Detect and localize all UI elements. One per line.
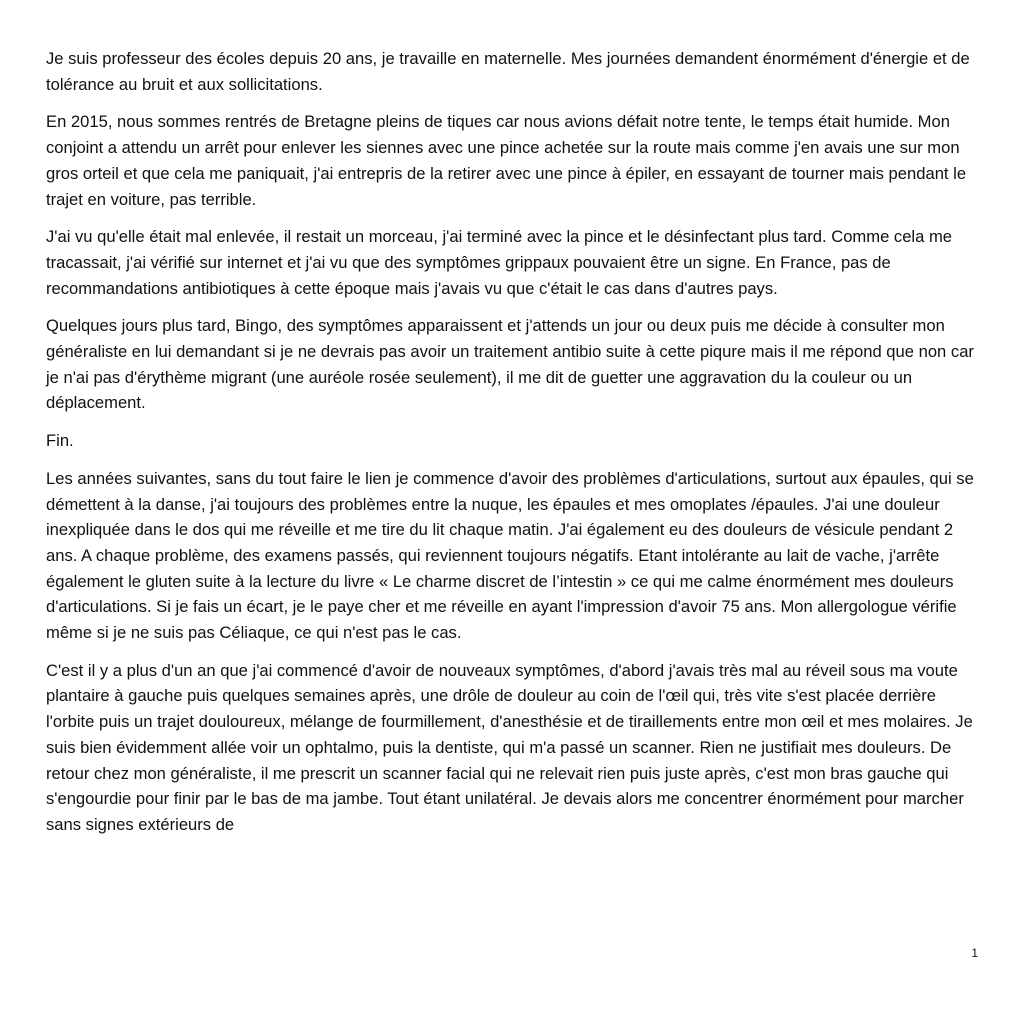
page-number: 1 <box>971 946 978 960</box>
paragraph-6: Les années suivantes, sans du tout faire le lien je commence d'avoir des problèmes d'articulations, surtout aux épaules, qui se démettent à la danse, j'ai toujours des problèmes entre la nuque, les épaules et mes omoplates /épaules. J'ai une douleur inexpliquée dans le dos qui me réveille et me tire du lit chaque matin. J'ai également eu des douleurs de vésicule pendant 2 ans. A chaque problème, des examens passés, qui reviennent toujours négatifs. Etant intolérante au lait de vache, j'arrête également le gluten suite à la lecture du livre « Le charme discret de l’intestin » ce qui me calme énormément mes douleurs d'articulations. Si je fais un écart, je le paye cher et me réveille en ayant l'impression d'avoir 75 ans. Mon allergologue vérifie même si je ne suis pas Céliaque, ce qui n'est pas le cas. <box>46 468 974 643</box>
paragraph-5: Fin. <box>46 431 74 451</box>
paragraph-7: C'est il y a plus d'un an que j'ai commencé d'avoir de nouveaux symptômes, d'abord j'avais très mal au réveil sous ma voute plantaire à gauche puis quelques semaines après, une drôle de douleur au coin de l'œil qui, très vite s'est placée derrière l'orbite puis un trajet douloureux, mélange de fourmillement, d'anesthésie et de tiraillements entre mon œil et mes molaires. Je suis bien évidemment allée voir un ophtalmo, puis la dentiste, qui m'a passé un scanner. Rien ne justifiait mes douleurs. De retour chez mon généraliste, il me prescrit un scanner facial qui ne relevait rien puis juste après, c'est mon bras gauche qui s'engourdie pour finir par le bas de ma jambe. Tout étant unilatéral. Je devais alors me concentrer énormément pour marcher sans signes extérieurs de <box>46 660 973 834</box>
paragraph-2: En 2015, nous sommes rentrés de Bretagne pleins de tiques car nous avions défait notre tente, le temps était humide. Mon conjoint a attendu un arrêt pour enlever les siennes avec une pince achetée sur la route mais comme j'en avais une sur mon gros orteil et que cela me paniquait, j'ai entrepris de la retirer avec une pince à épiler, en essayant de tourner mais pendant le trajet en voiture, pas terrible. <box>46 112 967 209</box>
paragraph-1: Je suis professeur des écoles depuis 20 ans, je travaille en maternelle. Mes journées demandent énormément d'énergie et de tolérance au bruit et aux sollicitations. <box>46 49 970 94</box>
paragraph-4: Quelques jours plus tard, Bingo, des symptômes apparaissent et j'attends un jour ou deux puis me décide à consulter mon généraliste en lui demandant si je ne devrais pas avoir un traitement antibio suite à cette piqure mais il me répond que non car je n'ai pas d'érythème migrant (une auréole rosée seulement), il me dit de guetter une aggravation du la couleur ou un déplacement. <box>46 316 974 413</box>
paragraph-3: J'ai vu qu'elle était mal enlevée, il restait un morceau, j'ai terminé avec la pince et le désinfectant plus tard. Comme cela me tracassait, j'ai vérifié sur internet et j'ai vu que des symptômes grippaux pouvaient être un signe. En France, pas de recommandations antibiotiques à cette époque mais j'avais vu que c'était le cas dans d'autres pays. <box>46 227 953 298</box>
document-body <box>46 46 982 850</box>
